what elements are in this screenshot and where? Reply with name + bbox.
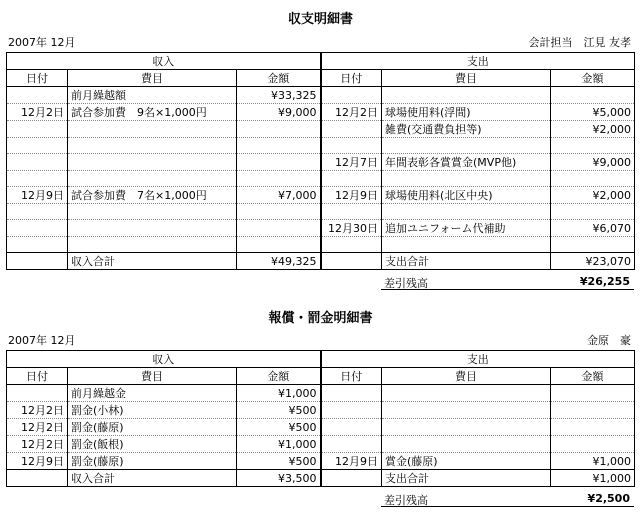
col-amount: 金額 — [237, 368, 321, 385]
balance-label: 差引残高 — [384, 277, 428, 290]
doc1-balance-row — [381, 274, 634, 290]
income-date — [7, 237, 68, 253]
table-row — [7, 104, 635, 121]
doc1-period: 2007年 12月 — [8, 36, 76, 49]
expense-item — [382, 237, 551, 253]
expense-date: 12月7日 — [321, 154, 382, 171]
expense-header: 支出 — [321, 351, 635, 368]
expense-item — [382, 385, 551, 402]
income-item — [68, 220, 237, 237]
income-item: 罰金(飯根) — [68, 436, 237, 453]
income-date — [7, 154, 68, 171]
doc1-column-header-row — [7, 70, 635, 87]
income-item — [68, 154, 237, 171]
expense-item — [382, 402, 551, 419]
income-item — [68, 237, 237, 253]
expense-item: 雑費(交通費負担等) — [382, 121, 551, 138]
expense-item — [382, 87, 551, 104]
expense-item — [382, 436, 551, 453]
balance-label: 差引残高 — [384, 494, 428, 507]
income-item: 前月繰越額 — [68, 87, 237, 104]
table-row — [7, 237, 635, 253]
expense-amount: ¥5,000 — [551, 104, 635, 121]
expense-date — [321, 402, 382, 419]
table-row — [7, 121, 635, 138]
income-total-label: 収入合計 — [68, 253, 237, 270]
expense-item — [382, 138, 551, 154]
expense-amount — [551, 385, 635, 402]
doc1-ledger-table — [6, 52, 635, 270]
table-row — [7, 87, 635, 104]
table-row — [7, 419, 635, 436]
income-item — [68, 138, 237, 154]
expense-total: ¥23,070 — [551, 253, 635, 270]
doc2-section-header-row — [7, 351, 635, 368]
table-row — [7, 436, 635, 453]
income-amount: ¥33,325 — [237, 87, 321, 104]
expense-amount: ¥1,000 — [551, 453, 635, 470]
expense-date — [321, 419, 382, 436]
income-amount: ¥500 — [237, 453, 321, 470]
income-amount — [237, 171, 321, 187]
balance-amount: ¥26,255 — [579, 275, 630, 288]
expense-date — [321, 171, 382, 187]
doc2-column-header-row — [7, 368, 635, 385]
expense-item — [382, 171, 551, 187]
income-amount — [237, 121, 321, 138]
expense-amount: ¥2,000 — [551, 187, 635, 204]
expense-date: 12月9日 — [321, 187, 382, 204]
expense-amount: ¥9,000 — [551, 154, 635, 171]
expense-date — [321, 87, 382, 104]
income-amount: ¥500 — [237, 419, 321, 436]
expense-date: 12月9日 — [321, 453, 382, 470]
expense-amount — [551, 87, 635, 104]
income-item — [68, 121, 237, 138]
expense-item: 球場使用料(北区中央) — [382, 187, 551, 204]
expense-amount — [551, 138, 635, 154]
income-header: 収入 — [7, 351, 321, 368]
table-row — [7, 204, 635, 220]
income-total: ¥49,325 — [237, 253, 321, 270]
expense-date — [321, 121, 382, 138]
income-item: 罰金(藤原) — [68, 453, 237, 470]
income-item: 試合参加費 7名×1,000円 — [68, 187, 237, 204]
income-total-label: 収入合計 — [68, 470, 237, 487]
expense-total-date — [321, 253, 382, 270]
col-date: 日付 — [321, 70, 382, 87]
income-amount — [237, 237, 321, 253]
doc1-total-row — [7, 253, 635, 270]
table-row — [7, 385, 635, 402]
col-date: 日付 — [7, 70, 68, 87]
expense-amount — [551, 436, 635, 453]
expense-item — [382, 419, 551, 436]
expense-amount: ¥2,000 — [551, 121, 635, 138]
table-row — [7, 187, 635, 204]
doc1-title: 収支明細書 — [287, 12, 353, 27]
income-header: 収入 — [7, 53, 321, 70]
table-row — [7, 171, 635, 187]
income-amount — [237, 154, 321, 171]
doc2-total-row — [7, 470, 635, 487]
income-date: 12月9日 — [7, 453, 68, 470]
doc1-section-header-row — [7, 53, 635, 70]
expense-amount: ¥6,070 — [551, 220, 635, 237]
doc2-balance-row — [381, 491, 634, 507]
expense-amount — [551, 171, 635, 187]
income-date: 12月2日 — [7, 104, 68, 121]
income-total-date — [7, 470, 68, 487]
income-date — [7, 204, 68, 220]
col-amount: 金額 — [237, 70, 321, 87]
income-date: 12月2日 — [7, 419, 68, 436]
expense-date: 12月30日 — [321, 220, 382, 237]
income-amount — [237, 220, 321, 237]
doc2-title: 報償・罰金明細書 — [268, 311, 373, 326]
table-row — [7, 154, 635, 171]
income-amount: ¥500 — [237, 402, 321, 419]
doc2-person: 金原 豪 — [587, 334, 631, 347]
expense-item: 賞金(藤原) — [382, 453, 551, 470]
income-amount — [237, 138, 321, 154]
income-amount — [237, 204, 321, 220]
expense-date — [321, 385, 382, 402]
expense-item: 球場使用料(浮間) — [382, 104, 551, 121]
expense-date — [321, 138, 382, 154]
income-date — [7, 87, 68, 104]
expense-date — [321, 204, 382, 220]
income-total-date — [7, 253, 68, 270]
col-item: 費目 — [382, 70, 551, 87]
doc2-period: 2007年 12月 — [8, 334, 76, 347]
expense-item: 年間表彰各賞賞金(MVP他) — [382, 154, 551, 171]
balance-amount: ¥2,500 — [587, 492, 630, 505]
expense-total-label: 支出合計 — [382, 470, 551, 487]
col-date: 日付 — [321, 368, 382, 385]
expense-date — [321, 436, 382, 453]
income-date — [7, 171, 68, 187]
income-date — [7, 121, 68, 138]
income-amount: ¥1,000 — [237, 436, 321, 453]
expense-amount — [551, 237, 635, 253]
income-date — [7, 385, 68, 402]
income-item: 罰金(小林) — [68, 402, 237, 419]
expense-total-label: 支出合計 — [382, 253, 551, 270]
col-amount: 金額 — [551, 70, 635, 87]
col-item: 費目 — [68, 368, 237, 385]
col-date: 日付 — [7, 368, 68, 385]
income-amount: ¥7,000 — [237, 187, 321, 204]
expense-header: 支出 — [321, 53, 635, 70]
expense-date — [321, 237, 382, 253]
table-row — [7, 453, 635, 470]
income-item: 罰金(藤原) — [68, 419, 237, 436]
expense-total: ¥1,000 — [551, 470, 635, 487]
expense-total-date — [321, 470, 382, 487]
income-amount: ¥1,000 — [237, 385, 321, 402]
income-total: ¥3,500 — [237, 470, 321, 487]
income-date: 12月9日 — [7, 187, 68, 204]
income-date — [7, 138, 68, 154]
table-row — [7, 138, 635, 154]
income-item: 前月繰越金 — [68, 385, 237, 402]
income-item — [68, 171, 237, 187]
table-row — [7, 402, 635, 419]
col-item: 費目 — [382, 368, 551, 385]
income-amount: ¥9,000 — [237, 104, 321, 121]
doc1-person: 会計担当 江見 友孝 — [528, 36, 631, 49]
expense-item — [382, 204, 551, 220]
income-date — [7, 220, 68, 237]
expense-amount — [551, 402, 635, 419]
income-date: 12月2日 — [7, 436, 68, 453]
expense-amount — [551, 204, 635, 220]
table-row — [7, 220, 635, 237]
expense-date: 12月2日 — [321, 104, 382, 121]
col-item: 費目 — [68, 70, 237, 87]
col-amount: 金額 — [551, 368, 635, 385]
income-date: 12月2日 — [7, 402, 68, 419]
income-item — [68, 204, 237, 220]
expense-amount — [551, 419, 635, 436]
expense-item: 追加ユニフォーム代補助 — [382, 220, 551, 237]
doc2-ledger-table — [6, 350, 635, 487]
income-item: 試合参加費 9名×1,000円 — [68, 104, 237, 121]
